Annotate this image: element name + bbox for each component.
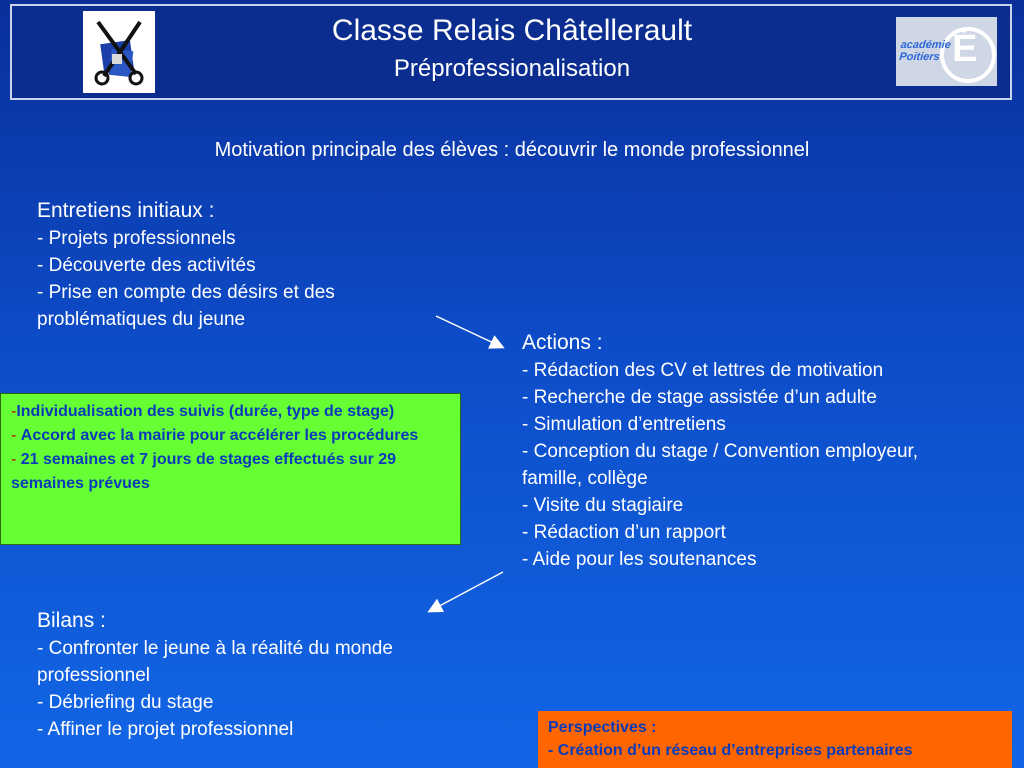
motivation-line: Motivation principale des élèves : découvrir le monde professionnel [214, 139, 810, 161]
bilans-item: - Affiner le projet professionnel [37, 719, 294, 740]
bilans-heading: Bilans : [37, 609, 106, 632]
highlight-text: Individualisation des suivis (durée, type de stage) [16, 403, 395, 420]
actions-item: - Rédaction des CV et lettres de motivation [522, 360, 884, 381]
highlight-dash: - [11, 403, 17, 420]
page-subtitle: Préprofessionalisation [393, 55, 631, 82]
bilans-section [37, 606, 477, 743]
page-title: Classe Relais Châtellerault [331, 14, 693, 47]
entretiens-heading: Entretiens initiaux : [37, 199, 215, 222]
suivi-highlight-box [0, 393, 461, 545]
perspectives-heading: Perspectives : [548, 719, 657, 736]
highlight-item [11, 424, 452, 448]
actions-section [522, 328, 1012, 573]
academie-logo-glyph: É [952, 28, 978, 70]
entretiens-item: problématiques du jeune [37, 309, 246, 330]
bilans-item: - Débriefing du stage [37, 692, 214, 713]
bilans-item: - Confronter le jeune à la réalité du monde [37, 638, 393, 659]
actions-item: - Simulation d’entretiens [522, 414, 726, 435]
highlight-item [11, 400, 452, 424]
bilans-item: professionnel [37, 665, 151, 686]
academie-logo-line2: Poitiers [898, 51, 941, 63]
highlight-item [11, 448, 452, 496]
highlight-dash: - [11, 427, 21, 444]
entretiens-section [37, 196, 447, 333]
actions-item: - Rédaction d’un rapport [522, 522, 726, 543]
entretiens-item: - Prise en compte des désirs et des [37, 282, 335, 303]
actions-item: famille, collège [522, 468, 648, 489]
highlight-text: Accord avec la mairie pour accélérer les procédures [20, 427, 419, 444]
actions-heading: Actions : [522, 331, 603, 354]
actions-item: - Conception du stage / Convention employeur, [522, 441, 919, 462]
highlight-text: 21 semaines et 7 jours de stages effectués sur 29 semaines prévues [11, 451, 397, 492]
academie-logo-line1: académie [900, 39, 952, 51]
entretiens-item: - Découverte des activités [37, 255, 256, 276]
perspectives-item: - Création d’un réseau d’entreprises partenaires [548, 742, 913, 759]
perspectives-box [538, 711, 1012, 768]
highlight-dash: - [11, 451, 21, 468]
actions-item: - Recherche de stage assistée d’un adulte [522, 387, 877, 408]
entretiens-item: - Projets professionnels [37, 228, 236, 249]
actions-item: - Visite du stagiaire [522, 495, 684, 516]
actions-item: - Aide pour les soutenances [522, 549, 757, 570]
